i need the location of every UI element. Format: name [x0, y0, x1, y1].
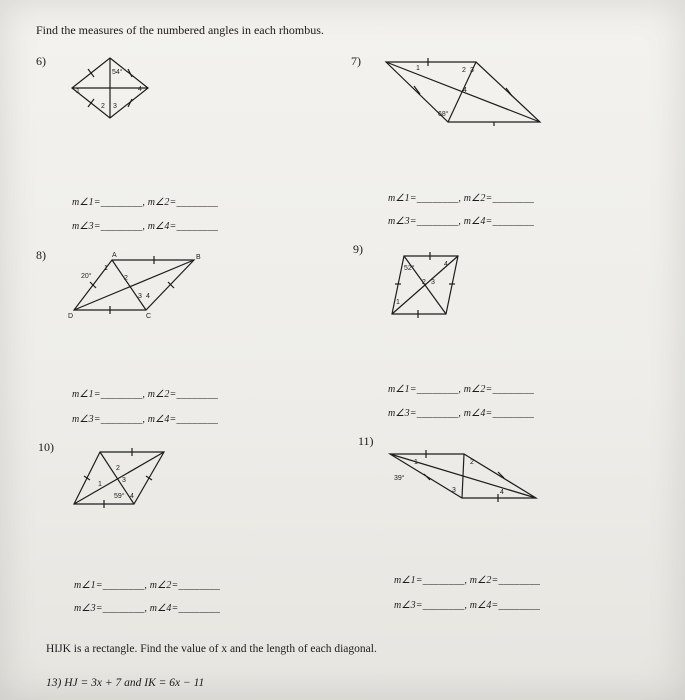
- problem-11-answer-row-2: m∠3=________, m∠4=________: [394, 600, 541, 611]
- problem-8-m2-blank[interactable]: ________: [176, 389, 219, 400]
- problem-10-answer-row-1: m∠1=________, m∠2=________: [74, 580, 221, 591]
- problem-8-rhombus: [64, 250, 214, 320]
- problem-11-m3-blank[interactable]: ________: [422, 600, 465, 611]
- problem-8-label-3: 3: [138, 293, 142, 300]
- problem-11-label-3: 3: [452, 487, 456, 494]
- problem-11-m3-label: m∠3=: [394, 600, 423, 611]
- problem-6-m3-blank[interactable]: ________: [100, 221, 143, 232]
- problem-8-m4-blank[interactable]: ________: [176, 414, 219, 425]
- problem-7-m3-label: m∠3=: [388, 216, 417, 227]
- problem-9-m3-label: m∠3=: [388, 408, 417, 419]
- problem-11-m1-blank[interactable]: ________: [422, 575, 465, 586]
- problem-7-answer-row-1: m∠1=________, m∠2=________: [388, 193, 535, 204]
- problem-11-answer-row-1: m∠1=________, m∠2=________: [394, 575, 541, 586]
- problem-11-m4-blank[interactable]: ________: [498, 600, 541, 611]
- problem-9-m1-label: m∠1=: [388, 384, 417, 395]
- problem-6-answer-row-2: m∠3=________, m∠4=________: [72, 221, 219, 232]
- problem-8-m3-label: m∠3=: [72, 414, 101, 425]
- problem-11-m1-label: m∠1=: [394, 575, 423, 586]
- problem-6-m3-label: m∠3=: [72, 221, 101, 232]
- problem-13: 13) HJ = 3x + 7 and IK = 6x − 11: [46, 677, 205, 689]
- problem-7-m2-blank[interactable]: ________: [492, 193, 535, 204]
- problem-8-given-angle: 20°: [81, 273, 92, 280]
- problem-10-m4-blank[interactable]: ________: [178, 603, 221, 614]
- problem-10-m3-label: m∠3=: [74, 603, 103, 614]
- problem-7-answer-row-2: m∠3=________, m∠4=________: [388, 216, 535, 227]
- problem-6-rhombus: [62, 52, 162, 122]
- problem-6-given-angle: 54°: [112, 69, 123, 76]
- problem-11-m2-label: m∠2=: [469, 575, 499, 586]
- problem-11-m4-label: m∠4=: [469, 600, 499, 611]
- problem-9-label-3: 3: [431, 279, 435, 286]
- problem-9-m2-blank[interactable]: ________: [492, 384, 535, 395]
- problem-6-answer-row-1: m∠1=________, m∠2=________: [72, 197, 219, 208]
- problem-10-given-angle: 59°: [114, 493, 125, 500]
- problem-8-answer-row-1: m∠1=________, m∠2=________: [72, 389, 219, 400]
- problem-11-number: 11): [358, 434, 374, 448]
- problem-6-label-2: 2: [101, 103, 105, 110]
- problem-7-m4-blank[interactable]: ________: [492, 216, 535, 227]
- problem-9-m4-label: m∠4=: [463, 408, 493, 419]
- problem-7-label-4: 4: [463, 87, 467, 94]
- problem-8-vertex-b: B: [196, 254, 201, 261]
- problem-10-label-3: 3: [122, 477, 126, 484]
- problem-8-vertex-c: C: [146, 313, 152, 320]
- problem-6-m2-label: m∠2=: [147, 197, 177, 208]
- problem-10-answer-row-2: m∠3=________, m∠4=________: [74, 603, 221, 614]
- problem-9-label-1: 1: [396, 299, 400, 306]
- problem-8-vertex-a: A: [112, 252, 117, 259]
- problem-11-rhombus: [384, 444, 544, 504]
- problem-8-answer-row-2: m∠3=________, m∠4=________: [72, 414, 219, 425]
- problem-8-m1-blank[interactable]: ________: [100, 389, 143, 400]
- problem-11-label-2: 2: [470, 459, 474, 466]
- problem-7-m4-label: m∠4=: [463, 216, 493, 227]
- problem-10-m2-blank[interactable]: ________: [178, 580, 221, 591]
- problem-6-label-4: 4: [138, 86, 142, 93]
- problem-7-m1-label: m∠1=: [388, 193, 417, 204]
- problem-9-m1-blank[interactable]: ________: [416, 384, 459, 395]
- problem-6-number: 6): [36, 54, 46, 68]
- problem-7-m1-blank[interactable]: ________: [416, 193, 459, 204]
- problem-11-label-4: 4: [500, 489, 504, 496]
- problem-8-number: 8): [36, 248, 46, 262]
- problem-9-label-4: 4: [444, 261, 448, 268]
- problem-10-m1-label: m∠1=: [74, 580, 103, 591]
- problem-9-answer-row-1: m∠1=________, m∠2=________: [388, 384, 535, 395]
- problem-8-label-2: 2: [124, 275, 128, 282]
- problem-10-m3-blank[interactable]: ________: [102, 603, 145, 614]
- problem-9-rhombus: [386, 252, 476, 322]
- problem-11-given-angle: 39°: [394, 475, 405, 482]
- problem-8-label-4: 4: [146, 293, 150, 300]
- problem-7-rhombus: [378, 50, 548, 130]
- problem-6-label-1: 1: [76, 88, 80, 95]
- problem-10-label-1: 1: [98, 481, 102, 488]
- problem-10-number: 10): [38, 440, 54, 454]
- problem-10-rhombus: [68, 446, 178, 516]
- problem-9-m2-label: m∠2=: [463, 384, 493, 395]
- problem-7-given-angle: 68°: [438, 111, 449, 118]
- problem-9-label-2: 2: [422, 279, 426, 286]
- problem-8-vertex-d: D: [68, 313, 74, 320]
- problem-9-m3-blank[interactable]: ________: [416, 408, 459, 419]
- problem-7-label-1: 1: [416, 65, 420, 72]
- problem-6-m1-label: m∠1=: [72, 197, 101, 208]
- problem-10-label-2: 2: [116, 465, 120, 472]
- problem-9-answer-row-2: m∠3=________, m∠4=________: [388, 408, 535, 419]
- problem-7-m2-label: m∠2=: [463, 193, 493, 204]
- problem-8-m1-label: m∠1=: [72, 389, 101, 400]
- problem-7-label-3: 3: [470, 67, 474, 74]
- problem-9-given-angle: 52°: [404, 265, 415, 272]
- problem-7-m3-blank[interactable]: ________: [416, 216, 459, 227]
- problem-7-number: 7): [351, 54, 361, 68]
- rectangle-instructions: HIJK is a rectangle. Find the value of x and the length of each diagonal.: [46, 643, 377, 655]
- problem-9-m4-blank[interactable]: ________: [492, 408, 535, 419]
- problem-6-m2-blank[interactable]: ________: [176, 197, 219, 208]
- problem-6-m4-label: m∠4=: [147, 221, 177, 232]
- problem-8-m3-blank[interactable]: ________: [100, 414, 143, 425]
- problem-7-label-2: 2: [462, 67, 466, 74]
- problem-10-m1-blank[interactable]: ________: [102, 580, 145, 591]
- problem-8-m4-label: m∠4=: [147, 414, 177, 425]
- instructions: Find the measures of the numbered angles in each rhombus.: [36, 23, 324, 37]
- problem-6-m1-blank[interactable]: ________: [100, 197, 143, 208]
- problem-6-m4-blank[interactable]: ________: [176, 221, 219, 232]
- problem-10-m2-label: m∠2=: [149, 580, 179, 591]
- problem-11-label-1: 1: [414, 459, 418, 466]
- problem-10-m4-label: m∠4=: [149, 603, 179, 614]
- problem-8-label-1: 1: [104, 265, 108, 272]
- problem-10-label-4: 4: [130, 493, 134, 500]
- problem-6-label-3: 3: [113, 103, 117, 110]
- problem-11-m2-blank[interactable]: ________: [498, 575, 541, 586]
- problem-9-number: 9): [353, 242, 363, 256]
- problem-8-m2-label: m∠2=: [147, 389, 177, 400]
